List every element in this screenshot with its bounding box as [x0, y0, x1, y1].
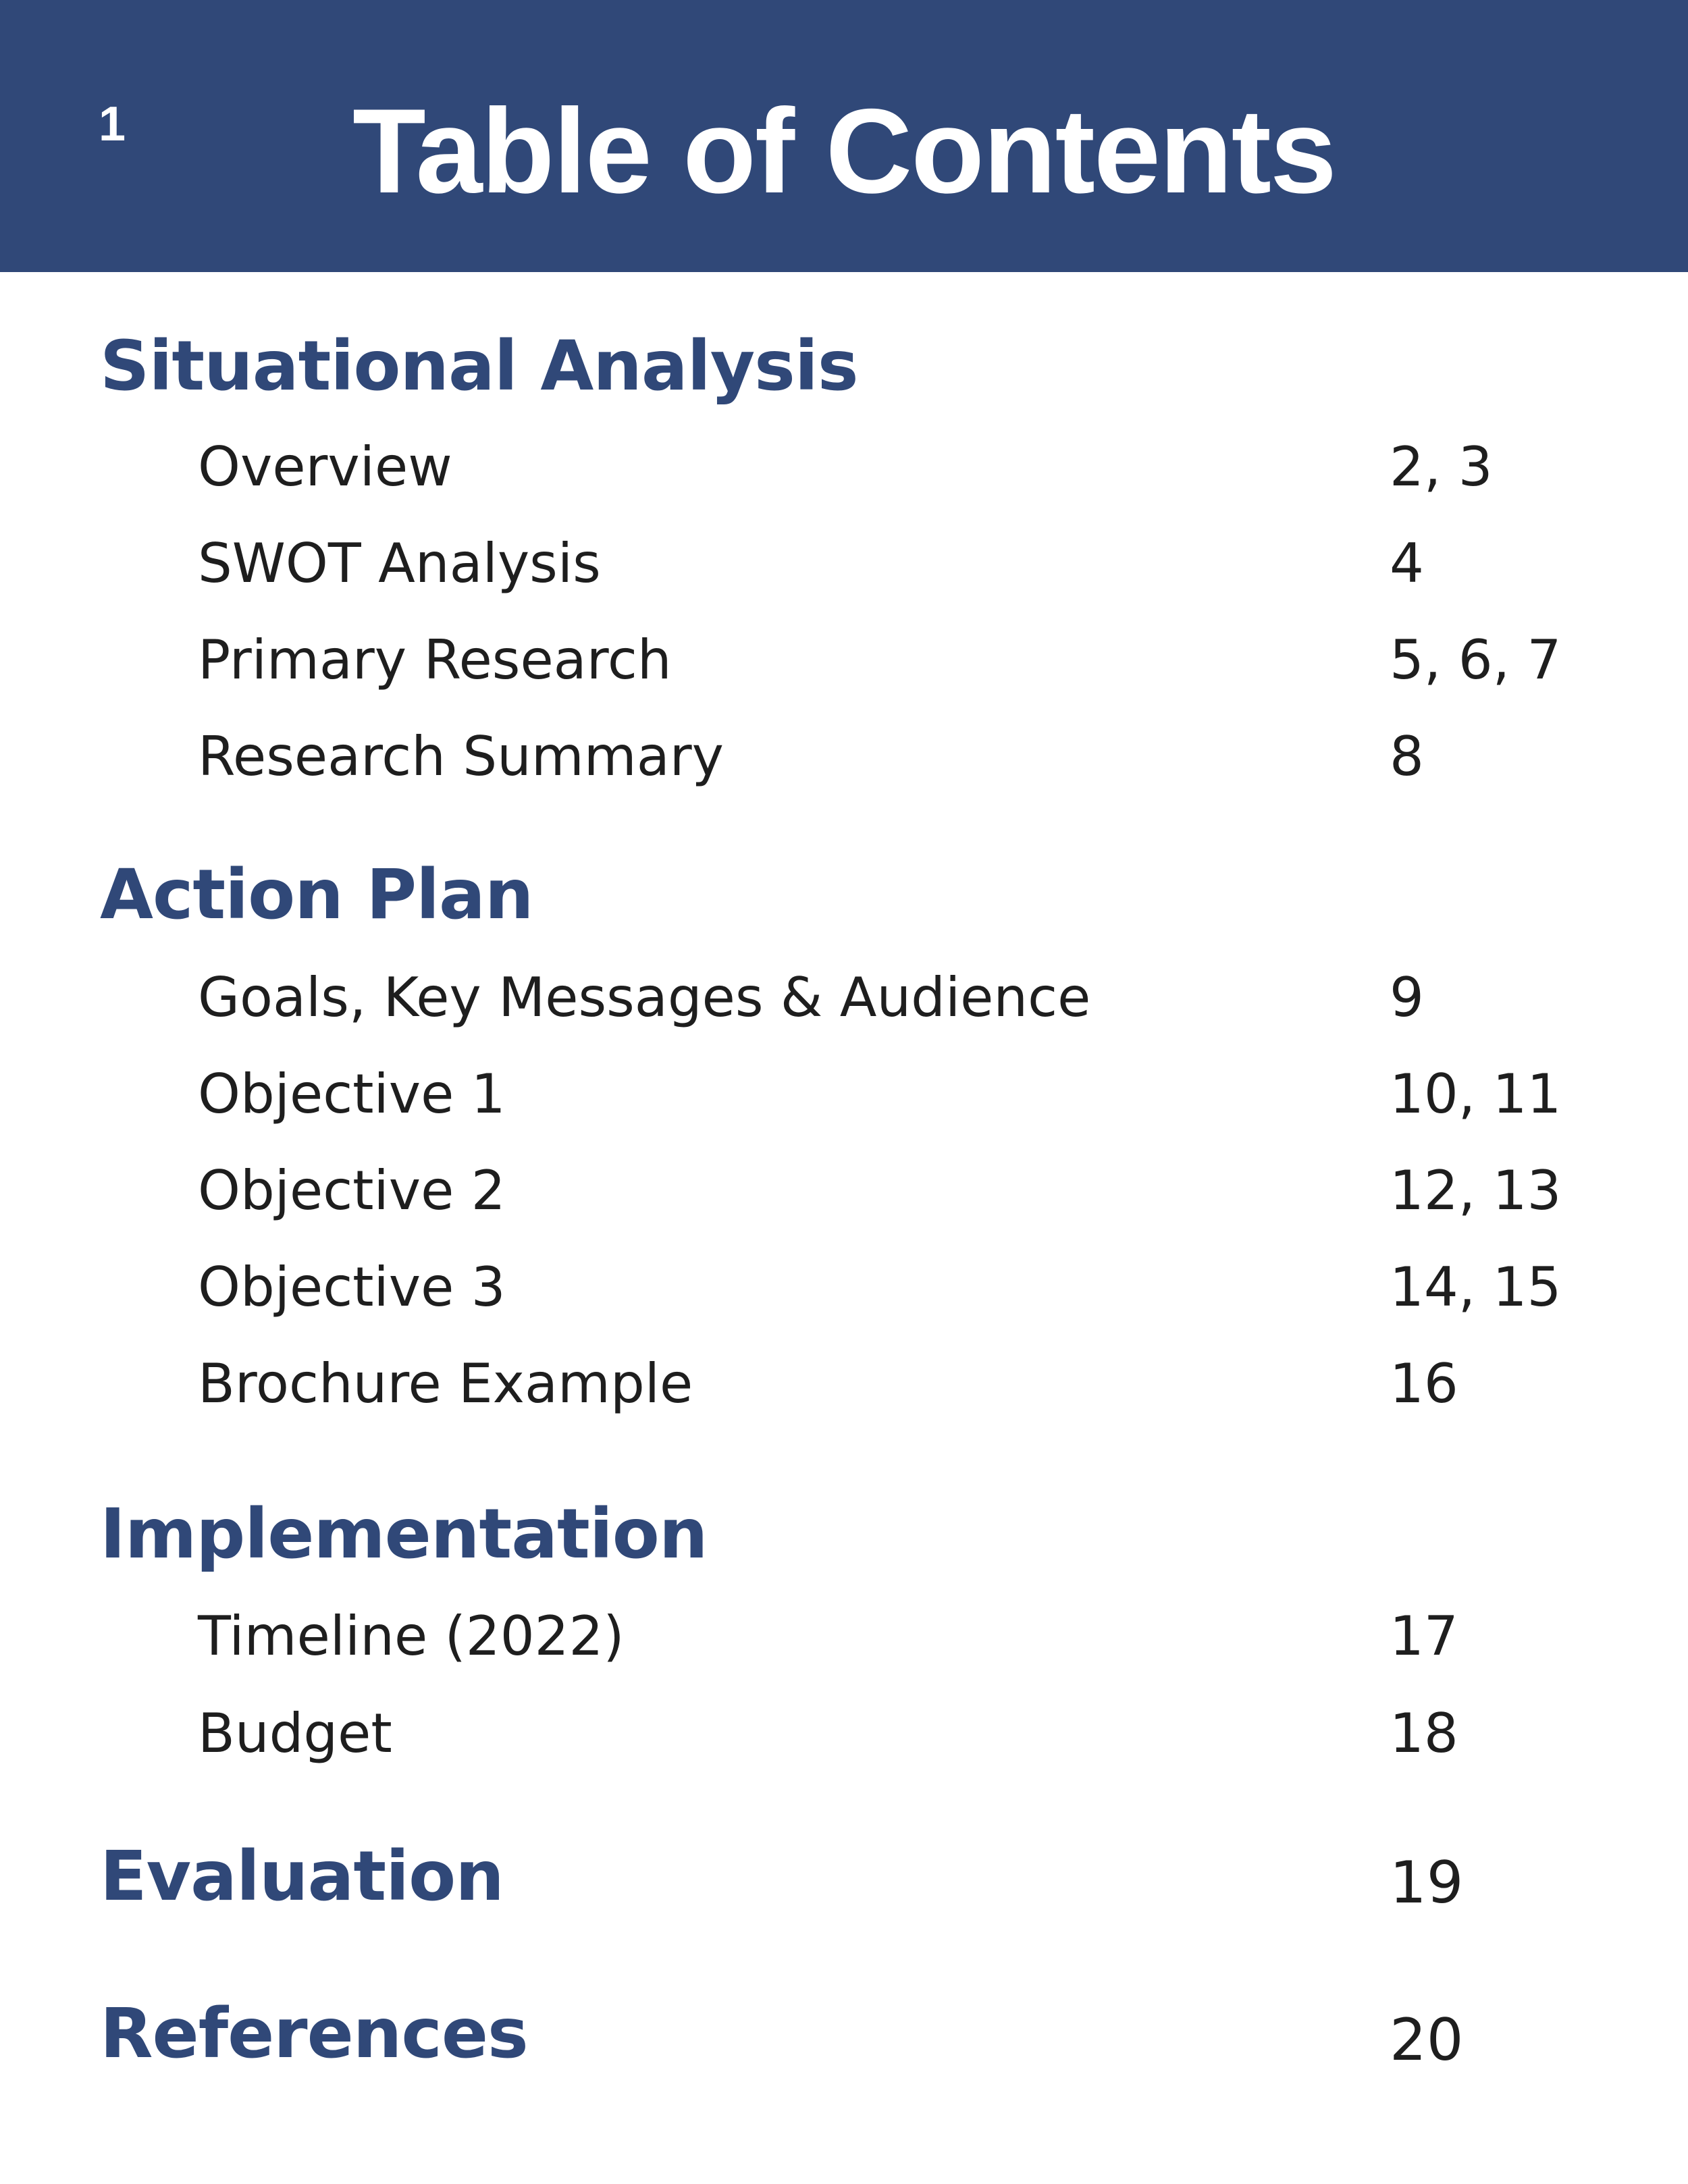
toc-pages-references: 20	[1390, 2006, 1464, 2074]
toc-pages-objective-3: 14, 15	[1390, 1256, 1562, 1319]
toc-entry-goals-key-messages-audience[interactable]: Goals, Key Messages & Audience	[198, 966, 1091, 1029]
toc-entry-research-summary[interactable]: Research Summary	[198, 725, 724, 788]
page-title: Table of Contents	[352, 84, 1336, 218]
toc-pages-objective-1: 10, 11	[1390, 1063, 1562, 1125]
toc-pages-overview: 2, 3	[1390, 435, 1493, 498]
toc-pages-swot-analysis: 4	[1390, 532, 1424, 595]
toc-entry-overview[interactable]: Overview	[198, 435, 452, 498]
toc-entry-budget[interactable]: Budget	[198, 1702, 392, 1765]
page-number: 1	[99, 97, 126, 151]
toc-entry-objective-2[interactable]: Objective 2	[198, 1159, 506, 1222]
toc-pages-timeline-2022: 17	[1390, 1605, 1458, 1668]
toc-pages-primary-research: 5, 6, 7	[1390, 629, 1562, 691]
toc-pages-goals-key-messages-audience: 9	[1390, 966, 1424, 1029]
toc-entry-primary-research[interactable]: Primary Research	[198, 629, 672, 691]
section-heading-situational-analysis[interactable]: Situational Analysis	[100, 326, 858, 406]
toc-pages-objective-2: 12, 13	[1390, 1159, 1562, 1222]
section-heading-evaluation[interactable]: Evaluation	[100, 1836, 504, 1917]
section-heading-implementation[interactable]: Implementation	[100, 1494, 708, 1574]
toc-entry-timeline-2022[interactable]: Timeline (2022)	[198, 1605, 625, 1668]
section-heading-action-plan[interactable]: Action Plan	[100, 855, 533, 935]
toc-pages-brochure-example: 16	[1390, 1352, 1458, 1415]
section-heading-references[interactable]: References	[100, 1994, 528, 2074]
toc-entry-objective-1[interactable]: Objective 1	[198, 1063, 506, 1125]
toc-entry-swot-analysis[interactable]: SWOT Analysis	[198, 532, 601, 595]
toc-pages-research-summary: 8	[1390, 725, 1424, 788]
toc-entry-objective-3[interactable]: Objective 3	[198, 1256, 506, 1319]
toc-entry-brochure-example[interactable]: Brochure Example	[198, 1352, 693, 1415]
title-banner	[0, 0, 1688, 272]
toc-pages-budget: 18	[1390, 1702, 1458, 1765]
toc-pages-evaluation: 19	[1390, 1849, 1464, 1917]
